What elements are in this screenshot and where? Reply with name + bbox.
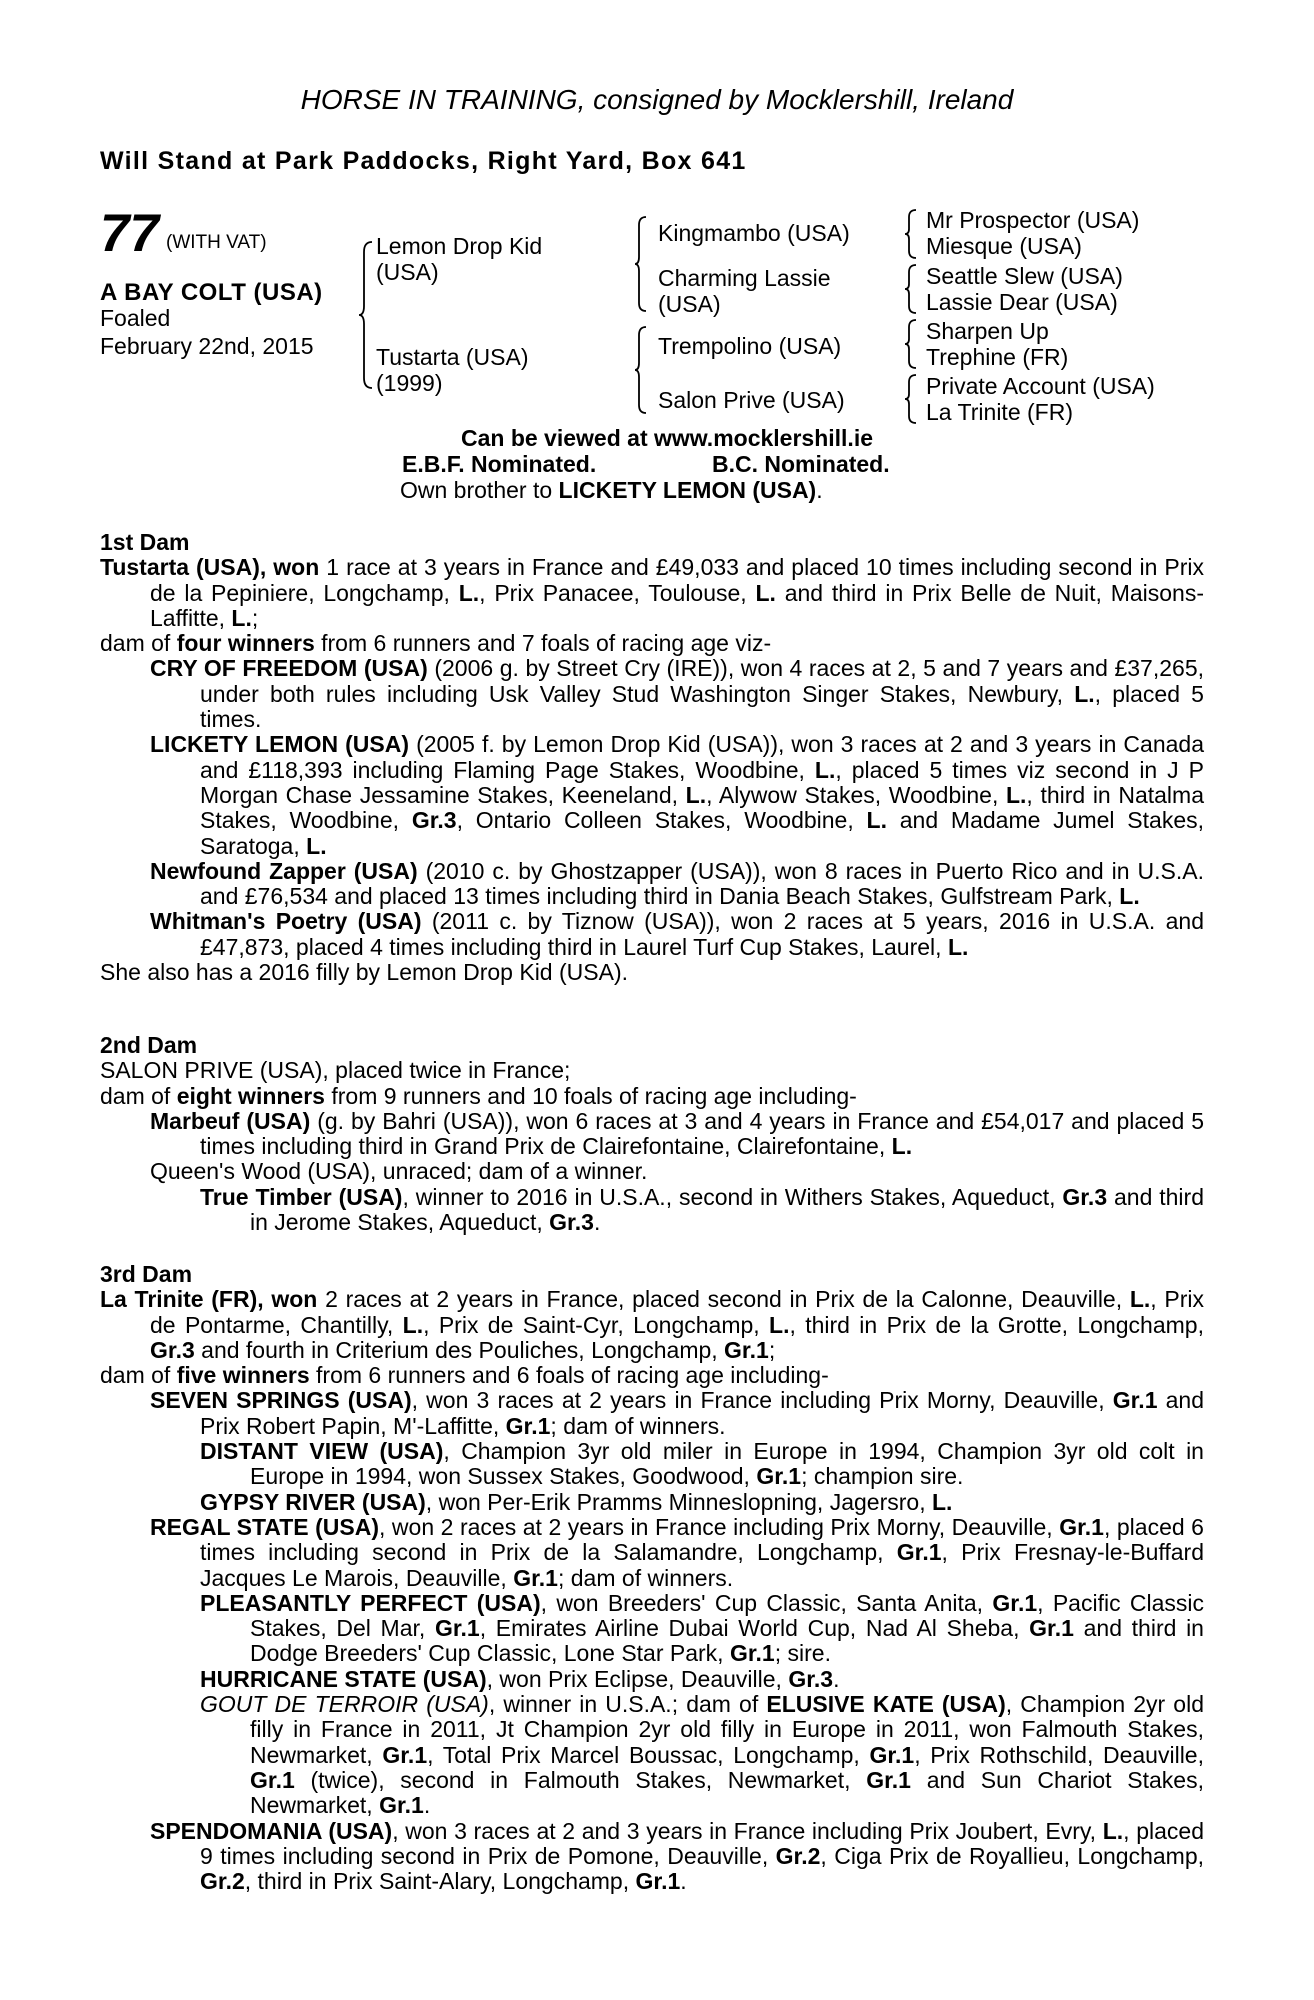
foaled-date: February 22nd, 2015 bbox=[100, 333, 314, 359]
produce-entry: Whitman's Poetry (USA) (2011 c. by Tiznow (USA)), won 2 races at 5 years, 2016 in U.S.A. and £47,873, placed 4 times including third in Laurel Turf Cup Stakes, Laurel, L. bbox=[150, 908, 1204, 960]
third-dam-produce-summary: dam of five winners from 6 runners and 6 foals of racing age including- bbox=[100, 1362, 829, 1389]
first-dam-also-note: She also has a 2016 filly by Lemon Drop Kid (USA). bbox=[100, 959, 628, 986]
first-dam-produce-summary: dam of four winners from 6 runners and 7 foals of racing age viz- bbox=[100, 630, 772, 657]
pedigree-brace-dam bbox=[634, 325, 648, 415]
foaled-label: Foaled bbox=[100, 305, 171, 331]
produce-entry: LICKETY LEMON (USA) (2005 f. by Lemon Drop Kid (USA)), won 3 races at 2 and 3 years in Canada and £118,393 including Flaming Page Stakes, Woodbine, L., placed 5 times viz second in J P Morgan Chase Jessamine Stakes, Keeneland, L., Alywow Stakes, Woodbine, L., third in Natalma Stakes, Woodbine, Gr.3, Ontario Colleen Stakes, Woodbine, L. and Madame Jumel Stakes, Saratoga, L. bbox=[150, 731, 1205, 859]
g3-ancestor: Private Account (USA) bbox=[926, 373, 1155, 399]
grandproduce-entry: GOUT DE TERROIR (USA), winner in U.S.A.; dam of ELUSIVE KATE (USA), Champion 2yr old filly in France in 2011, Jt Champion 2yr old filly in Europe in 2011, won Falmouth Stakes, Newmarket, Gr.1, Total Prix Marcel Boussac, Longchamp, Gr.1, Prix Rothschild, Deauville, Gr.1 (twice), second in Falmouth Stakes, Newmarket, Gr.1 and Sun Chariot Stakes, Newmarket, Gr.1. bbox=[200, 1691, 1204, 1819]
pedigree-brace-g3-3 bbox=[904, 318, 918, 370]
second-dam-heading: 2nd Dam bbox=[100, 1032, 198, 1058]
grandproduce-entry: GYPSY RIVER (USA), won Per-Erik Pramms Minneslopning, Jagersro, L. bbox=[200, 1488, 953, 1515]
pedigree-brace-sire bbox=[634, 215, 648, 313]
bc-nomination: B.C. Nominated. bbox=[712, 451, 890, 477]
sire-dam-name: Charming Lassie bbox=[658, 265, 831, 291]
own-brother-note: Own brother to LICKETY LEMON (USA). bbox=[400, 477, 823, 503]
grandproduce-entry: DISTANT VIEW (USA), Champion 3yr old miler in Europe in 1994, Champion 3yr old colt in Europe in 1994, won Sussex Stakes, Goodwood, Gr.1; champion sire. bbox=[200, 1438, 1204, 1490]
ebf-nomination: E.B.F. Nominated. bbox=[402, 451, 597, 477]
lot-number: 77 bbox=[100, 204, 159, 263]
pedigree-brace-main bbox=[358, 240, 374, 390]
viewing-note: Can be viewed at www.mocklershill.ie bbox=[460, 425, 873, 451]
pedigree-brace-g3-1 bbox=[904, 208, 918, 260]
grandproduce-entry: True Timber (USA), winner to 2016 in U.S.A., second in Withers Stakes, Aqueduct, Gr.3 and third in Jerome Stakes, Aqueduct, Gr.3. bbox=[200, 1183, 1204, 1236]
produce-entry: CRY OF FREEDOM (USA) (2006 g. by Street Cry (IRE)), won 4 races at 2, 5 and 7 years and £37,265, under both rules including Usk Valley Stud Washington Singer Stakes, Newbury, L., placed 5 times. bbox=[150, 655, 1205, 733]
second-dam-section bbox=[100, 1033, 1204, 1235]
dam-year: (1999) bbox=[376, 370, 443, 396]
sire-name: Lemon Drop Kid bbox=[376, 233, 543, 259]
third-dam-intro: La Trinite (FR), won 2 races at 2 years in France, placed second in Prix de la Calonne, Deauville, L., Prix de Pontarme, Chantilly, L., Prix de Saint-Cyr, Longchamp, L., third in Prix de la Grotte, Longchamp, Gr.3 and fourth in Criterium des Pouliches, Longchamp, Gr.1; bbox=[100, 1286, 1204, 1363]
sire-sire: Kingmambo (USA) bbox=[658, 220, 850, 246]
produce-entry: SEVEN SPRINGS (USA), won 3 races at 2 years in France including Prix Morny, Deauville, Gr.1 and Prix Robert Papin, M'-Laffitte, Gr.1; dam of winners. bbox=[150, 1387, 1205, 1439]
produce-entry: SPENDOMANIA (USA), won 3 races at 2 and 3 years in France including Prix Joubert, Evry, L., placed 9 times including second in Prix de Pomone, Deauville, Gr.2, Ciga Prix de Royallieu, Longchamp, Gr.2, third in Prix Saint-Alary, Longchamp, Gr.1. bbox=[150, 1817, 1205, 1895]
g3-ancestor: Lassie Dear (USA) bbox=[926, 289, 1118, 315]
produce-entry: Newfound Zapper (USA) (2010 c. by Ghostzapper (USA)), won 8 races in Puerto Rico and in U.S.A. and £76,534 and placed 13 times including third in Dania Beach Stakes, Gulfstream Park, L. bbox=[150, 857, 1204, 910]
produce-entry: Queen's Wood (USA), unraced; dam of a winner. bbox=[150, 1158, 648, 1185]
sire-dam-country: (USA) bbox=[658, 291, 721, 317]
produce-entry: Marbeuf (USA) (g. by Bahri (USA)), won 6 races at 3 and 4 years in France and £54,017 and placed 5 times including third in Grand Prix de Clairefontaine, Clairefontaine, L. bbox=[150, 1107, 1204, 1160]
dam-sire: Trempolino (USA) bbox=[658, 333, 842, 359]
third-dam-heading: 3rd Dam bbox=[100, 1261, 193, 1287]
g3-ancestor: Sharpen Up bbox=[926, 318, 1049, 344]
first-dam-heading: 1st Dam bbox=[100, 529, 190, 555]
g3-ancestor: Mr Prospector (USA) bbox=[926, 207, 1140, 233]
sire-country: (USA) bbox=[376, 259, 439, 285]
g3-ancestor: Trephine (FR) bbox=[926, 344, 1069, 370]
produce-entry: REGAL STATE (USA), won 2 races at 2 years in France including Prix Morny, Deauville, Gr.1, placed 6 times including second in Prix de la Salamandre, Longchamp, Gr.1, Prix Fresnay-le-Buffard Jacques Le Marois, Deauville, Gr.1; dam of winners. bbox=[150, 1513, 1204, 1591]
lot-description: A BAY COLT (USA) bbox=[100, 279, 323, 306]
stable-location: Will Stand at Park Paddocks, Right Yard, Box 641 bbox=[100, 147, 747, 175]
pedigree-brace-g3-4 bbox=[904, 373, 918, 425]
dam-dam: Salon Prive (USA) bbox=[658, 387, 845, 413]
g3-ancestor: La Trinite (FR) bbox=[926, 399, 1073, 425]
g3-ancestor: Seattle Slew (USA) bbox=[926, 263, 1123, 289]
first-dam-section bbox=[100, 530, 1204, 985]
consignor-line: HORSE IN TRAINING, consigned by Mocklershill, Ireland bbox=[300, 84, 1014, 115]
g3-ancestor: Miesque (USA) bbox=[926, 233, 1082, 259]
first-dam-intro: Tustarta (USA), won 1 race at 3 years in France and £49,033 and placed 10 times including second in Prix de la Pepiniere, Longchamp, L., Prix Panacee, Toulouse, L. and third in Prix Belle de Nuit, Maisons-Laffitte, L.; bbox=[100, 554, 1205, 631]
vat-note: (WITH VAT) bbox=[166, 232, 267, 253]
second-dam-produce-summary: dam of eight winners from 9 runners and 10 foals of racing age including- bbox=[100, 1082, 857, 1109]
pedigree-brace-g3-2 bbox=[904, 263, 918, 315]
grandproduce-entry: PLEASANTLY PERFECT (USA), won Breeders' Cup Classic, Santa Anita, Gr.1, Pacific Classic Stakes, Del Mar, Gr.1, Emirates Airline Dubai World Cup, Nad Al Sheba, Gr.1 and third in Dodge Breeders' Cup Classic, Lone Star Park, Gr.1; sire. bbox=[200, 1589, 1204, 1667]
third-dam-section bbox=[100, 1262, 1204, 1894]
grandproduce-entry: HURRICANE STATE (USA), won Prix Eclipse, Deauville, Gr.3. bbox=[200, 1665, 840, 1692]
dam-name: Tustarta (USA) bbox=[376, 344, 529, 370]
second-dam-intro: SALON PRIVE (USA), placed twice in France; bbox=[100, 1057, 571, 1084]
